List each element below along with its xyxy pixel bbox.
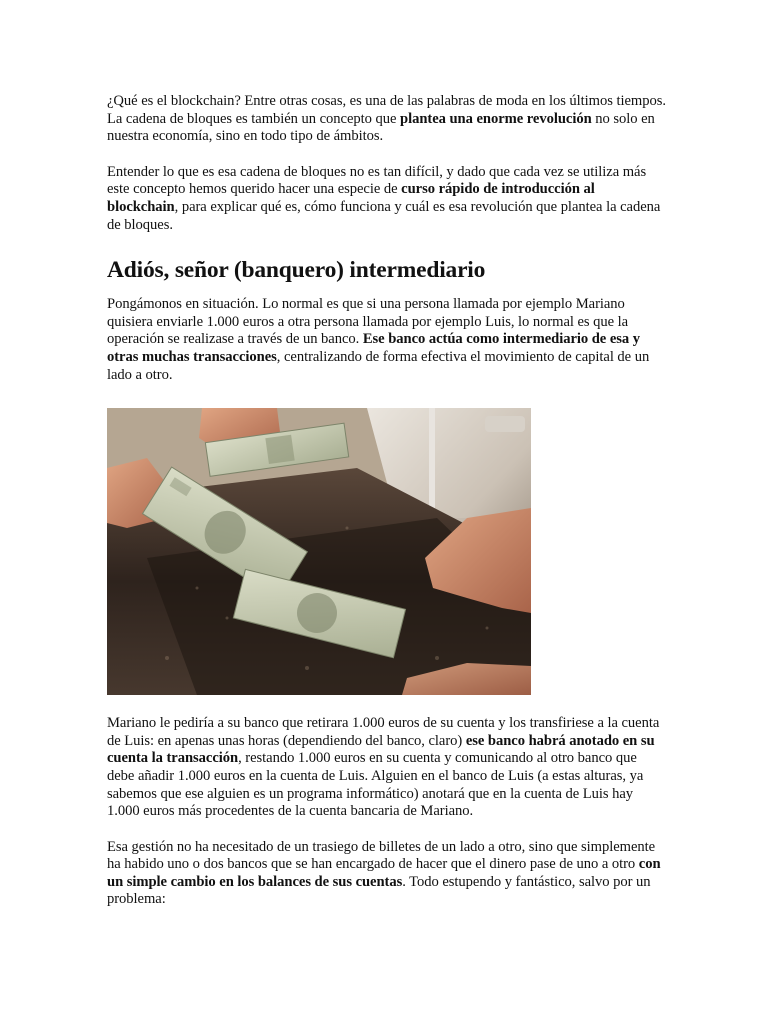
text-run: Esa gestión no ha necesitado de un trasiego de billetes de un lado a otro, sino que simplemente ha habido uno o dos bancos que se han encargado de hacer que el dinero pase de uno a otro	[107, 838, 656, 873]
document-page	[107, 93, 667, 909]
bank-counter-illustration	[107, 408, 531, 695]
text-run: no solo en nuestra economía, sino en todo tipo de ámbitos.	[107, 110, 655, 145]
bold-run: Ese banco actúa como intermediario de esa y otras muchas transacciones	[107, 331, 640, 365]
bank-counter-photo	[107, 408, 531, 695]
text-run: , centralizando de forma efectiva el movimiento de capital de un lado a otro.	[107, 348, 650, 383]
bold-run: plantea una enorme revolución	[400, 110, 592, 127]
section-heading: Adiós, señor (banquero) intermediario	[107, 257, 486, 284]
paragraph-situation	[107, 296, 667, 384]
text-run: Mariano le pediría a su banco que retirara 1.000 euros de su cuenta y los transfiriese a la cuenta de Luis: en apenas unas horas (dependiendo del banco, claro)	[107, 715, 660, 749]
text-run: Entender lo que es esa cadena de bloques no es tan difícil, y dado que cada vez se utiliza más este concepto hemos querido hacer una especie de	[107, 163, 647, 198]
glass-clip	[485, 416, 525, 432]
paragraph-problem	[107, 839, 667, 909]
text-run: . Todo estupendo y fantástico, salvo por un problema:	[107, 873, 651, 908]
text-run: ¿Qué es el blockchain? Entre otras cosas, es una de las palabras de moda en los últimos tiempos. La cadena de bloques es también un concepto que	[107, 93, 666, 127]
paragraph-purpose	[107, 164, 667, 234]
bold-run: con un simple cambio en los balances de sus cuentas	[107, 856, 661, 890]
bold-run: ese banco habrá anotado en su cuenta la transacción	[107, 732, 655, 767]
bold-run: curso rápido de introducción al blockchain	[107, 181, 595, 215]
paragraph-transfer	[107, 715, 667, 821]
paragraph-intro	[107, 93, 667, 146]
text-run: , restando 1.000 euros en su cuenta y comunicando al otro banco que debe añadir 1.000 euros en la cuenta de Luis. Alguien en el banco de Luis (a estas alturas, ya sabemos que ese alguien es un programa informático) anotará que en la cuenta de Luis hay 1.000 euros más procedentes de la cuenta bancaria de Mariano.	[107, 750, 644, 820]
text-run: Pongámonos en situación. Lo normal es que si una persona llamada por ejemplo Mariano quisiera enviarle 1.000 euros a otra persona llamada por ejemplo Luis, lo normal es que la operación se realizase a través de un banco.	[107, 296, 629, 348]
text-run: , para explicar qué es, cómo funciona y cuál es esa revolución que plantea la cadena de bloques.	[107, 198, 661, 233]
